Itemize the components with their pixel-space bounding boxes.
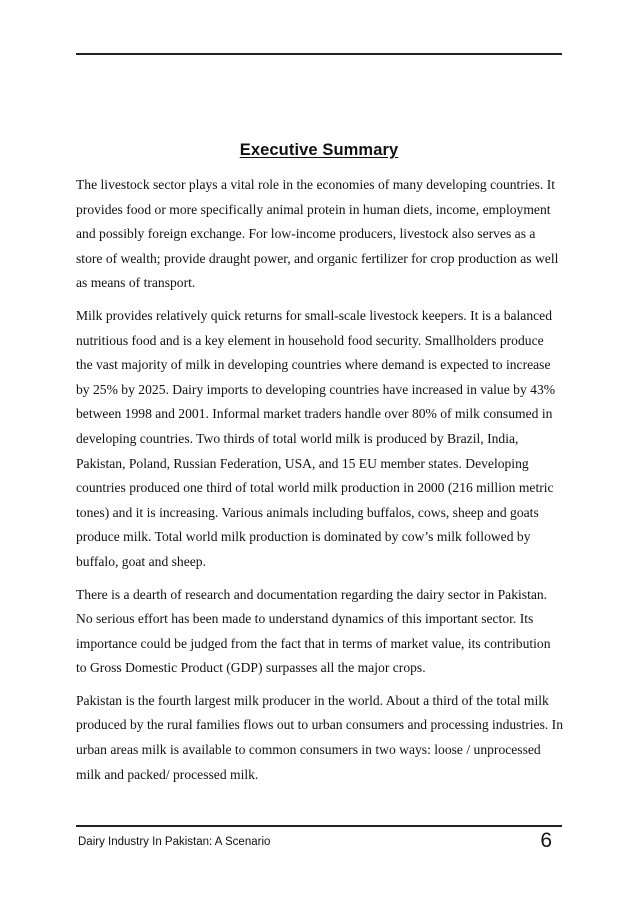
- paragraph-pakistan-producer: Pakistan is the fourth largest milk producer in the world. About a third of the total milk produced by the rural families flows out to urban consumers and processing industries. In urban areas milk is available to common consumers in two ways: loose / unprocessed milk and packed/ processed milk.: [76, 692, 563, 782]
- paragraph-livestock-sector: The livestock sector plays a vital role in the economies of many developing countries. It provides food or more specifically animal protein in human diets, income, employment and possibly foreign exchange. For low-income producers, livestock also serves as a store of wealth; provide draught power, and organic fertilizer for crop production as well as means of transport.: [76, 177, 559, 291]
- page-title: Executive Summary: [239, 141, 399, 159]
- footer-rule: [76, 825, 562, 827]
- page-number: 6: [540, 829, 552, 852]
- paragraph-research-dearth: There is a dearth of research and documentation regarding the dairy sector in Pakistan. No serious effort has been made to understand dynamics of this important sector. Its importance could be judged from the fact that in terms of market value, its contribution to Gross Domestic Product (GDP) surpasses all the major crops.: [76, 586, 551, 676]
- body-text: [76, 173, 563, 795]
- header-rule: [76, 53, 562, 55]
- footer-title: Dairy Industry In Pakistan: A Scenario: [78, 836, 271, 848]
- paragraph-milk-returns: Milk provides relatively quick returns for small-scale livestock keepers. It is a balanced nutritious food and is a key element in household food security. Smallholders produce the vast majority of milk in developing countries where demand is expected to increase by 25% by 2025. Dairy imports to developing countries have increased in value by 43% between 1998 and 2001. Informal market traders handle over 80% of milk consumed in developing countries. Two thirds of total world milk is produced by Brazil, India, Pakistan, Poland, Russian Federation, USA, and 15 EU member states. Developing countries produced one third of total world milk production in 2000 (216 million metric tones) and it is increasing. Various animals including buffalos, cows, sheep and goats produce milk. Total world milk production is dominated by cow’s milk followed by buffalo, goat and sheep.: [76, 307, 556, 569]
